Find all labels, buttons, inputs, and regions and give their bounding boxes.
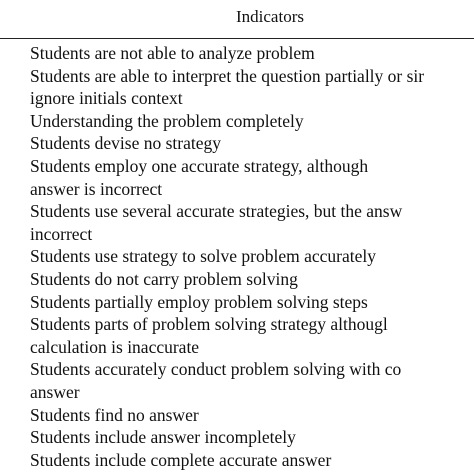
indicator-text: Students use several accurate strategies, but the answ <box>30 201 403 222</box>
header-divider <box>0 38 474 39</box>
indicator-row <box>30 245 474 268</box>
indicator-text-continued: calculation is inaccurate <box>30 336 200 357</box>
indicator-text-continued: answer is incorrect <box>30 178 163 199</box>
indicator-text: Students include answer incompletely <box>30 427 296 448</box>
indicator-text-continued: answer <box>30 381 80 402</box>
indicator-rows <box>30 42 474 471</box>
indicator-text-continued: ignore initials context <box>30 88 183 109</box>
indicator-row <box>30 200 474 245</box>
indicator-text-continued: incorrect <box>30 223 93 244</box>
indicator-text: Students use strategy to solve problem accurately <box>30 246 377 267</box>
indicator-text: Students are not able to analyze problem <box>30 43 315 63</box>
indicator-row <box>30 358 474 403</box>
indicator-text: Students parts of problem solving strategy althougl <box>30 314 388 335</box>
indicator-row <box>30 42 474 65</box>
indicator-text: Students find no answer <box>30 404 199 425</box>
indicator-text: Students partially employ problem solving steps <box>30 291 368 312</box>
indicator-row <box>30 404 474 427</box>
indicator-text: Students accurately conduct problem solving with co <box>30 359 402 380</box>
indicator-text: Students employ one accurate strategy, although <box>30 155 369 176</box>
indicator-row <box>30 313 474 358</box>
indicator-row <box>30 110 474 133</box>
column-header-indicators: Indicators <box>236 7 304 26</box>
indicator-row <box>30 426 474 449</box>
indicator-row <box>30 291 474 314</box>
indicator-row <box>30 132 474 155</box>
indicator-text: Understanding the problem completely <box>30 110 304 131</box>
indicator-row <box>30 268 474 291</box>
indicator-row <box>30 65 474 110</box>
indicator-text: Students are able to interpret the question partially or sir <box>30 65 425 86</box>
indicator-row <box>30 155 474 200</box>
indicator-text: Students include complete accurate answer <box>30 449 332 470</box>
indicator-text: Students devise no strategy <box>30 133 222 154</box>
indicator-text: Students do not carry problem solving <box>30 268 298 289</box>
indicator-row <box>30 449 474 472</box>
